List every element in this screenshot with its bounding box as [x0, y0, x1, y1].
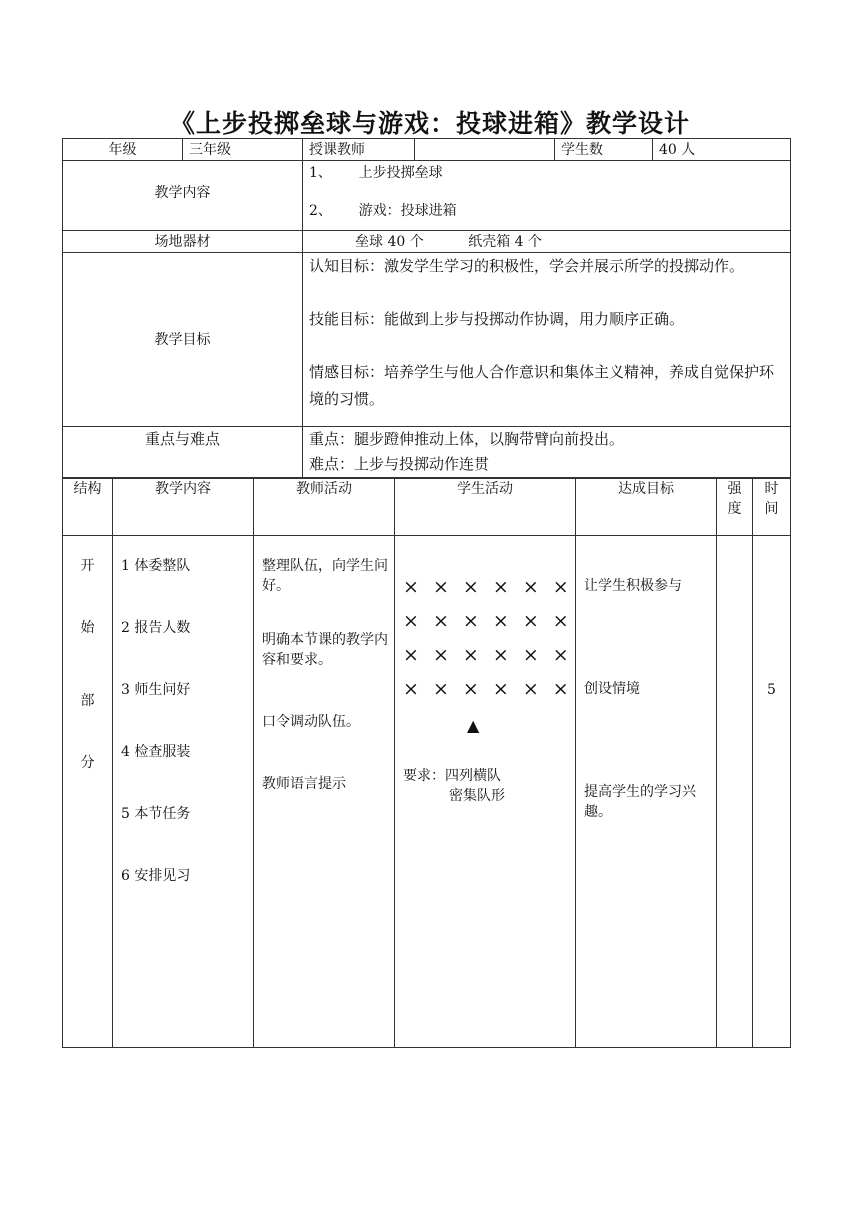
structure-cell — [63, 536, 113, 1048]
goal-2: 创设情境 — [584, 681, 640, 697]
keypoint-text: 重点：腿步蹬伸推动上体，以胸带臂向前投出。 — [309, 430, 625, 448]
time-cell — [753, 536, 791, 1048]
teacher-label: 授课教师 — [303, 139, 415, 161]
keypoints-label: 重点与难点 — [63, 427, 303, 478]
grade-label: 年级 — [63, 139, 183, 161]
header-content: 教学内容 — [113, 479, 254, 536]
lesson-plan-table — [62, 478, 791, 1048]
content-step-3: 3 师生问好 — [121, 682, 191, 698]
objective-cognitive: 认知目标：激发学生学习的积极性，学会并展示所学的投掷动作。 — [309, 257, 745, 275]
teacher-value — [415, 139, 555, 161]
content-item-1: 1、 上步投掷垒球 — [309, 165, 443, 181]
equipment-value: 垒球 40 个 纸壳箱 4 个 — [303, 231, 791, 253]
formation-row-1: × × × × × × — [403, 576, 573, 598]
teacher-activity-3: 口令调动队伍。 — [262, 714, 360, 730]
header-teacher-activity: 教师活动 — [254, 479, 395, 536]
content-step-4: 4 检查服装 — [121, 744, 191, 760]
content-label: 教学内容 — [63, 161, 303, 231]
info-table — [62, 138, 791, 478]
header-student-activity: 学生活动 — [395, 479, 576, 536]
teacher-activity-4: 教师语言提示 — [262, 776, 346, 792]
formation-row-2: × × × × × × — [403, 610, 573, 632]
content-item-2: 2、 游戏：投球进箱 — [309, 203, 457, 219]
keypoints-cell — [303, 427, 791, 478]
formation-row-4: × × × × × × — [403, 678, 573, 700]
goal-1: 让学生积极参与 — [584, 578, 682, 594]
structure-char-3: 部 — [80, 693, 95, 709]
student-activity-cell — [395, 536, 576, 1048]
header-intensity: 强度 — [717, 479, 753, 536]
content-step-6: 6 安排见习 — [121, 868, 191, 884]
content-step-1: 1 体委整队 — [121, 558, 191, 574]
formation-diagram — [403, 570, 575, 706]
equipment-label: 场地器材 — [63, 231, 303, 253]
content-step-2: 2 报告人数 — [121, 620, 191, 636]
header-goal: 达成目标 — [576, 479, 717, 536]
header-structure: 结构 — [63, 479, 113, 536]
goal-3: 提高学生的学习兴趣。 — [584, 784, 696, 820]
structure-char-2: 始 — [80, 620, 95, 636]
header-time: 时间 — [753, 479, 791, 536]
objective-emotion: 情感目标：培养学生与他人合作意识和集体主义精神，养成自觉保护环境的习惯。 — [309, 363, 775, 408]
grade-value: 三年级 — [183, 139, 303, 161]
objective-skill: 技能目标：能做到上步与投掷动作协调，用力顺序正确。 — [309, 310, 685, 328]
objectives-label: 教学目标 — [63, 253, 303, 427]
difficulty-text: 难点：上步与投掷动作连贯 — [309, 455, 490, 473]
requirement-line-2: 密集队形 — [449, 788, 505, 804]
teacher-activity-cell — [254, 536, 395, 1048]
formation-row-3: × × × × × × — [403, 644, 573, 666]
content-cell — [303, 161, 791, 231]
goal-cell — [576, 536, 717, 1048]
content-step-5: 5 本节任务 — [121, 806, 191, 822]
teacher-marker-icon: ▲ — [467, 716, 480, 735]
content-list-cell — [113, 536, 254, 1048]
students-label: 学生数 — [555, 139, 653, 161]
structure-char-1: 开 — [80, 558, 95, 574]
teacher-activity-2: 明确本节课的教学内容和要求。 — [262, 632, 388, 668]
time-value: 5 — [767, 682, 776, 698]
teacher-activity-1: 整理队伍，向学生问好。 — [262, 558, 388, 594]
document-title: 《上步投掷垒球与游戏：投球进箱》教学设计 — [169, 109, 690, 138]
objectives-cell — [303, 253, 791, 427]
structure-char-4: 分 — [80, 755, 95, 771]
students-value: 40 人 — [653, 139, 791, 161]
intensity-cell — [717, 536, 753, 1048]
requirement-line-1: 要求：四列横队 — [403, 768, 501, 784]
